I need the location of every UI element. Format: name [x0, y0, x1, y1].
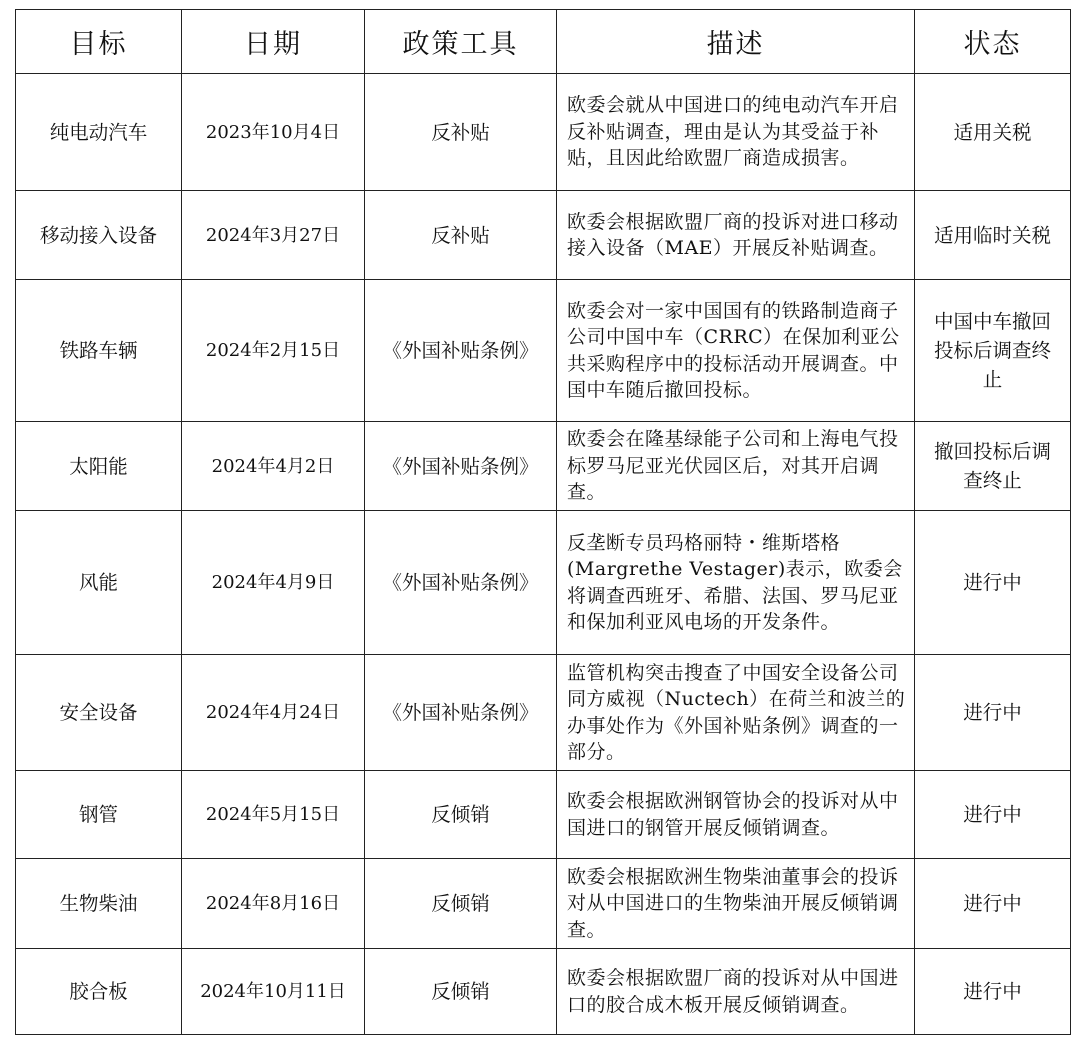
cell-description: 欧委会在隆基绿能子公司和上海电气投标罗马尼亚光伏园区后，对其开启调查。	[557, 422, 915, 511]
header-description: 描述	[557, 10, 915, 74]
cell-date: 2024年4月24日	[182, 655, 365, 771]
cell-status: 进行中	[915, 949, 1071, 1035]
cell-date: 2024年4月9日	[182, 511, 365, 655]
header-tool: 政策工具	[365, 10, 557, 74]
cell-tool: 《外国补贴条例》	[365, 511, 557, 655]
table-row	[16, 280, 1071, 422]
cell-status: 适用临时关税	[915, 191, 1071, 280]
cell-target: 移动接入设备	[16, 191, 182, 280]
cell-description: 欧委会根据欧盟厂商的投诉对进口移动接入设备（MAE）开展反补贴调查。	[557, 191, 915, 280]
cell-target: 胶合板	[16, 949, 182, 1035]
cell-status: 适用关税	[915, 74, 1071, 191]
cell-status: 中国中车撤回投标后调查终止	[915, 280, 1071, 422]
cell-target: 钢管	[16, 771, 182, 859]
cell-description: 欧委会就从中国进口的纯电动汽车开启反补贴调查，理由是认为其受益于补贴，且因此给欧盟厂商造成损害。	[557, 74, 915, 191]
cell-date: 2024年2月15日	[182, 280, 365, 422]
cell-description: 监管机构突击搜查了中国安全设备公司同方威视（Nuctech）在荷兰和波兰的办事处作为《外国补贴条例》调查的一部分。	[557, 655, 915, 771]
table-row	[16, 74, 1071, 191]
cell-description: 欧委会根据欧洲钢管协会的投诉对从中国进口的钢管开展反倾销调查。	[557, 771, 915, 859]
header-date: 日期	[182, 10, 365, 74]
cell-date: 2023年10月4日	[182, 74, 365, 191]
cell-date: 2024年5月15日	[182, 771, 365, 859]
cell-date: 2024年8月16日	[182, 859, 365, 949]
cell-date: 2024年10月11日	[182, 949, 365, 1035]
cell-target: 风能	[16, 511, 182, 655]
header-status: 状态	[915, 10, 1071, 74]
cell-tool: 《外国补贴条例》	[365, 655, 557, 771]
cell-tool: 反补贴	[365, 74, 557, 191]
cell-tool: 反倾销	[365, 949, 557, 1035]
cell-status: 进行中	[915, 511, 1071, 655]
cell-tool: 反补贴	[365, 191, 557, 280]
cell-tool: 反倾销	[365, 859, 557, 949]
header-target: 目标	[16, 10, 182, 74]
cell-date: 2024年3月27日	[182, 191, 365, 280]
table-row	[16, 859, 1071, 949]
cell-status: 进行中	[915, 771, 1071, 859]
cell-tool: 《外国补贴条例》	[365, 280, 557, 422]
cell-target: 纯电动汽车	[16, 74, 182, 191]
table-row	[16, 422, 1071, 511]
eu-china-trade-measures-table	[15, 9, 1071, 1035]
header-row	[16, 10, 1071, 74]
cell-description: 欧委会对一家中国国有的铁路制造商子公司中国中车（CRRC）在保加利亚公共采购程序中的投标活动开展调查。中国中车随后撤回投标。	[557, 280, 915, 422]
table-row	[16, 655, 1071, 771]
cell-target: 安全设备	[16, 655, 182, 771]
table-row	[16, 949, 1071, 1035]
cell-target: 铁路车辆	[16, 280, 182, 422]
cell-target: 生物柴油	[16, 859, 182, 949]
cell-tool: 反倾销	[365, 771, 557, 859]
cell-date: 2024年4月2日	[182, 422, 365, 511]
cell-description: 欧委会根据欧盟厂商的投诉对从中国进口的胶合成木板开展反倾销调查。	[557, 949, 915, 1035]
cell-tool: 《外国补贴条例》	[365, 422, 557, 511]
cell-description: 欧委会根据欧洲生物柴油董事会的投诉对从中国进口的生物柴油开展反倾销调查。	[557, 859, 915, 949]
cell-description: 反垄断专员玛格丽特・维斯塔格(Margrethe Vestager)表示，欧委会将调查西班牙、希腊、法国、罗马尼亚和保加利亚风电场的开发条件。	[557, 511, 915, 655]
cell-status: 撤回投标后调查终止	[915, 422, 1071, 511]
cell-target: 太阳能	[16, 422, 182, 511]
table-row	[16, 191, 1071, 280]
cell-status: 进行中	[915, 655, 1071, 771]
cell-status: 进行中	[915, 859, 1071, 949]
table-row	[16, 771, 1071, 859]
table-row	[16, 511, 1071, 655]
